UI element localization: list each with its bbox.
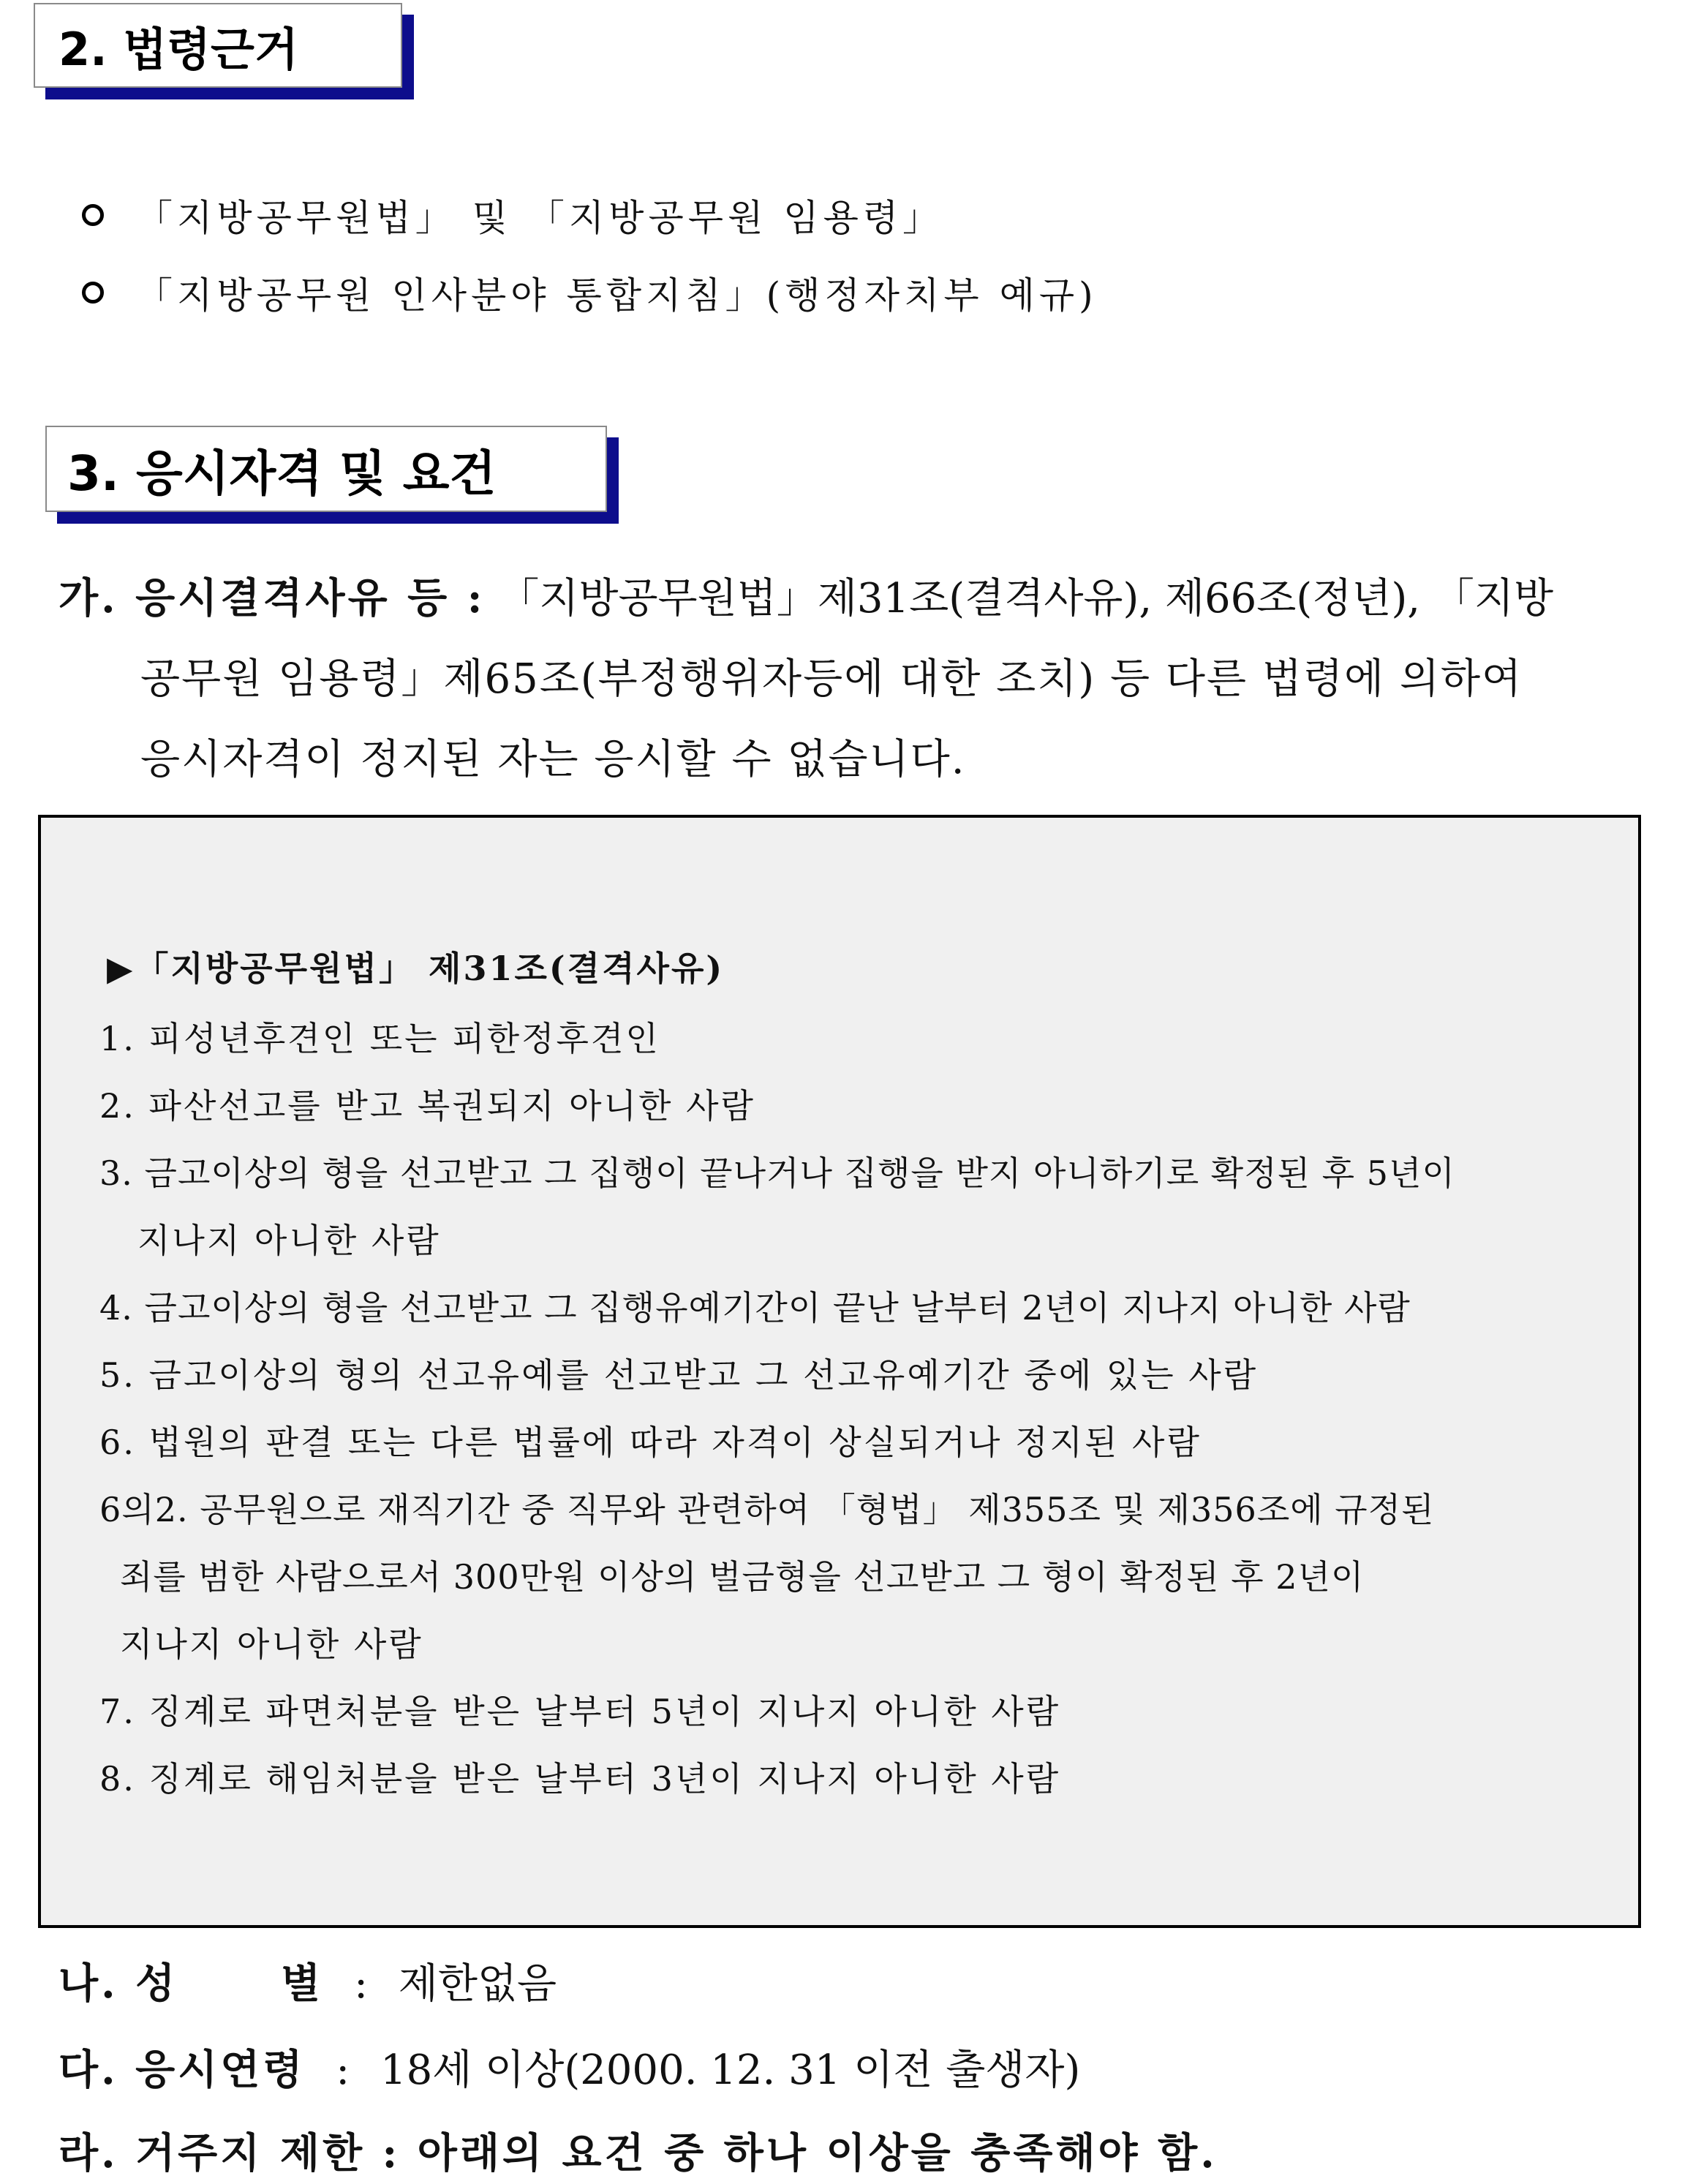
item-ra-label: 라. 거주지 제한 : 아래의 요건 중 하나 이상을 충족해야 함. <box>59 2129 1218 2177</box>
law-box-line: 1. 피성년후견인 또는 피한정후견인 <box>99 1019 660 1058</box>
item-na-label: 나. 성 별 <box>59 1959 324 2008</box>
law-box-line: 2. 파산선고를 받고 복권되지 아니한 사람 <box>99 1086 755 1126</box>
bullet-item <box>82 189 943 241</box>
item-da-value: 18세 이상(2000. 12. 31 이전 출생자) <box>380 2046 1081 2094</box>
law-box-line: 지나지 아니한 사람 <box>120 1624 423 1664</box>
bullet-item <box>82 266 1098 319</box>
section-3-heading <box>45 426 619 524</box>
circle-bullet-icon <box>82 204 104 226</box>
item-da-separator: : <box>336 2046 350 2094</box>
law-box-line: 6. 법원의 판결 또는 다른 법률에 따라 자격이 상실되거나 정지된 사람 <box>99 1423 1202 1462</box>
law-box-line: 8. 징계로 해임처분을 받은 날부터 3년이 지나지 아니한 사람 <box>99 1759 1061 1799</box>
law-box-line: 4. 금고이상의 형을 선고받고 그 집행유예기간이 끝난 날부터 2년이 지나지 아니한 사람 <box>99 1288 1411 1328</box>
section-2-heading <box>34 3 414 99</box>
law-excerpt-box <box>38 815 1641 1928</box>
heading-label: 2. 법령근거 <box>34 3 402 88</box>
law-box-line: 지나지 아니한 사람 <box>137 1221 441 1260</box>
law-box-line: 3. 금고이상의 형을 선고받고 그 집행이 끝나거나 집행을 받지 아니하기로 확정된 후 5년이 <box>99 1153 1455 1193</box>
item-ga <box>59 566 1553 625</box>
law-box-line: 5. 금고이상의 형의 선고유예를 선고받고 그 선고유예기간 중에 있는 사람 <box>99 1355 1259 1395</box>
item-da <box>59 2038 1080 2096</box>
item-ga-line-1: 「지방공무원법」제31조(결격사유), 제66조(정년), 「지방 <box>498 575 1554 622</box>
item-na-value: 제한없음 <box>398 1960 557 2008</box>
heading-label: 3. 응시자격 및 요건 <box>45 426 607 512</box>
item-ga-label: 가. 응시결격사유 등 : <box>59 574 486 622</box>
law-box-title: ▶「지방공무원법」 제31조(결격사유) <box>107 949 725 988</box>
bullet-text: 「지방공무원 인사분야 통합지침」(행정자치부 예규) <box>136 274 1098 317</box>
law-box-line: 6의2. 공무원으로 재직기간 중 직무와 관련하여 「형법」 제355조 및 제356조에 규정된 <box>99 1490 1435 1529</box>
item-da-label: 다. 응시연령 <box>59 2046 306 2094</box>
item-na-separator: : <box>354 1960 368 2008</box>
law-box-line: 죄를 범한 사람으로서 300만원 이상의 벌금형을 선고받고 그 형이 확정된 후 2년이 <box>120 1557 1365 1597</box>
law-box-line: 7. 징계로 파면처분을 받은 날부터 5년이 지나지 아니한 사람 <box>99 1692 1061 1731</box>
circle-bullet-icon <box>82 282 104 304</box>
item-ga-line-2: 공무원 임용령」제65조(부정행위자등에 대한 조치) 등 다른 법령에 의하여 <box>140 655 1523 703</box>
item-na <box>59 1951 557 2010</box>
item-ra <box>59 2121 1218 2180</box>
item-ga-line-3: 응시자격이 정지된 자는 응시할 수 없습니다. <box>140 736 966 783</box>
bullet-text: 「지방공무원법」 및 「지방공무원 임용령」 <box>136 197 944 239</box>
